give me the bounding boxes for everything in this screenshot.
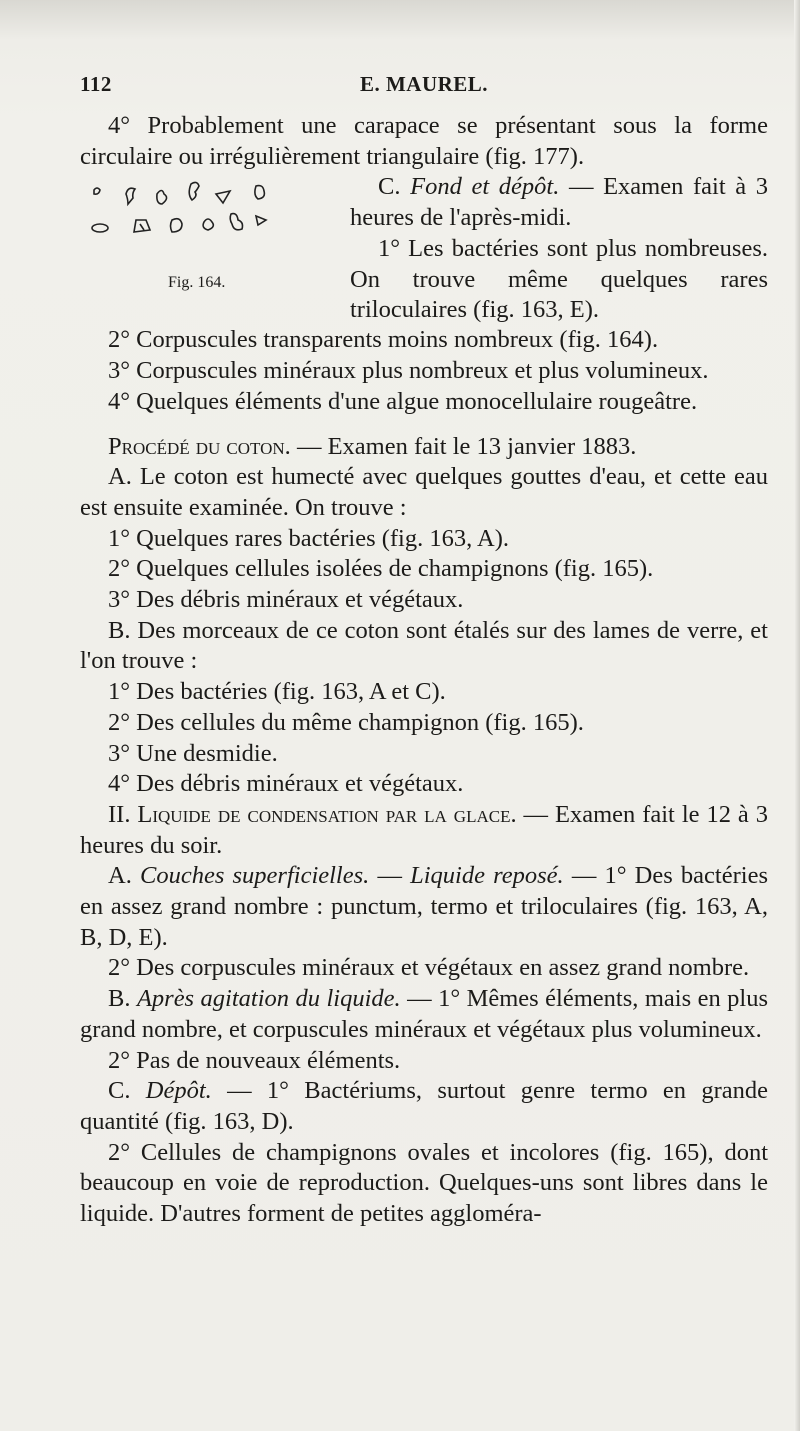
page-number: 112 xyxy=(80,72,112,96)
heading-liquide-condensation: II. Liquide de condensation par la glace. — Examen fait le 12 à 3 heures du soir. xyxy=(80,800,768,859)
corpuscle-shape xyxy=(94,188,100,194)
heading-procede-du-coton: Procédé du coton. — Examen fait le 13 janvier 1883. xyxy=(108,432,637,460)
corpuscle-shape xyxy=(230,214,242,230)
list-item: 3° Des débris minéraux et végétaux. xyxy=(108,586,464,614)
paragraph-agitation: B. Après agitation du liquide. — 1° Mêmes éléments, mais en plus grand nombre, et corpuscules minéraux et végétaux plus volumineux. xyxy=(80,985,768,1043)
paragraph-cellules-champignons: 2° Cellules de champignons ovales et incolores (fig. 165), dont beaucoup en voie de reproduction. Quelques-uns sont libres dans le liquide. D'autres forment de petites aggloméra- xyxy=(80,1138,768,1228)
figure-164 xyxy=(80,172,338,325)
running-title: E. MAUREL. xyxy=(359,72,489,96)
list-item: 2° Quelques cellules isolées de champignons (fig. 165). xyxy=(108,555,654,583)
section-title: Fond et dépôt. xyxy=(410,173,560,201)
paragraph-corpuscules-mineraux: 3° Corpuscules minéraux plus nombreux et plus volumineux. xyxy=(108,357,709,385)
list-item: 3° Une desmidie. xyxy=(108,739,278,767)
paragraph-carapace: 4° Probablement une carapace se présentant sous la forme circulaire ou irrégulièrement triangulaire (fig. 177). xyxy=(80,112,768,170)
paragraph-bacteries: 1° Les bactéries sont plus nombreuses. On trouve même quelques rares triloculaires (fig. 163, E). xyxy=(350,234,768,324)
corpuscle-shape xyxy=(256,216,266,225)
paragraph-coton-humecte: A. Le coton est humecté avec quelques gouttes d'eau, et cette eau est ensuite examinée. On trouve : xyxy=(80,463,768,521)
corpuscle-shape xyxy=(189,183,199,201)
page-header xyxy=(80,72,768,102)
page-body xyxy=(80,111,768,1230)
paragraph-corpuscules-transparents: 2° Corpuscules transparents moins nombreux (fig. 164). xyxy=(108,326,659,354)
list-item: 2° Des cellules du même champignon (fig. 165). xyxy=(108,708,584,736)
paragraph-algue: 4° Quelques éléments d'une algue monocellulaire rougeâtre. xyxy=(108,387,698,415)
list-item: 1° Quelques rares bactéries (fig. 163, A). xyxy=(108,524,509,552)
corpuscle-shape xyxy=(92,224,108,232)
corpuscle-shape xyxy=(203,219,213,230)
corpuscle-shape xyxy=(216,191,230,203)
corpuscle-shape xyxy=(255,186,265,199)
corpuscles-illustration xyxy=(86,176,326,266)
paragraph-couches-superficielles: A. Couches superficielles. — Liquide reposé. — 1° Des bactéries en assez grand nombre : punctum, termo et triloculaires (fig. 163, A, B, D, E). xyxy=(80,862,768,951)
paragraph-depot: C. Dépôt. — 1° Bactériums, surtout genre termo en grande quantité (fig. 163, D). xyxy=(80,1077,768,1135)
paragraph-corpuscules: 2° Des corpuscules minéraux et végétaux en assez grand nombre. xyxy=(108,954,750,982)
list-item: 1° Des bactéries (fig. 163, A et C). xyxy=(108,678,446,706)
figure-caption: Fig. 164. xyxy=(168,274,226,292)
corpuscle-shape xyxy=(126,189,135,205)
paragraph-morceaux-coton: B. Des morceaux de ce coton sont étalés sur des lames de verre, et l'on trouve : xyxy=(80,616,768,675)
list-item: 2° Pas de nouveaux éléments. xyxy=(108,1046,401,1074)
section-fond-et-depot: C. Fond et dépôt. — Examen fait à 3 heures de l'après-midi. 1° Les bactéries sont plus nombreuses. On trouve même quelques rares triloculaires (fig. 163, E). xyxy=(350,172,768,326)
figure-block xyxy=(80,172,768,325)
page-edge xyxy=(794,0,800,1431)
corpuscle-shape xyxy=(134,220,150,232)
list-item: 4° Des débris minéraux et végétaux. xyxy=(108,770,464,798)
corpuscle-shape xyxy=(171,219,183,232)
corpuscle-shape xyxy=(157,191,167,205)
